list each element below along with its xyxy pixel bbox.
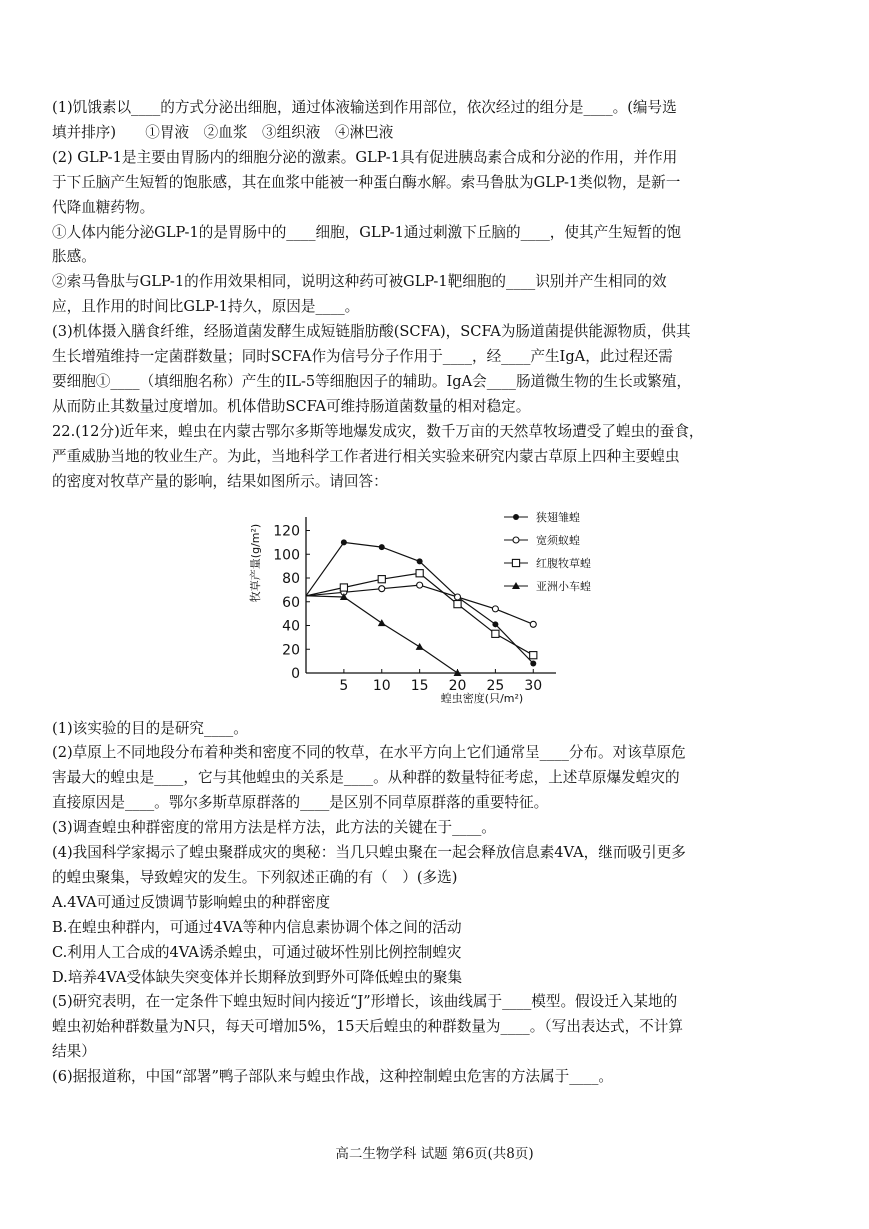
series-0-point-2 (379, 544, 385, 550)
plot-area (273, 517, 556, 694)
series-2-point-5 (492, 630, 499, 637)
y-axis-label: 牧草产量(g/m²) (249, 523, 262, 602)
q21-part2-line3: 代降血糖药物。 (52, 198, 155, 216)
q21-part3-line3: 要细胞①____（填细胞名称）产生的IL-5等细胞因子的辅助。IgA会____肠道微生物的生长或繁殖， (52, 372, 692, 390)
q22-sub5-line2: 蝗虫初始种群数量为N只，每天可增加5%，15天后蝗虫的种群数量为____。（写出表达式，不计算 (52, 1018, 683, 1036)
q22-sub6: (6)据报道称，中国“部署”鸭子部队来与蝗虫作战，这种控制蝗虫危害的方法属于____。 (52, 1068, 613, 1086)
q21-part3-line2: 生长增殖维持一定菌群数量；同时SCFA作为信号分子作用于____，经____产生IgA，此过程还需 (52, 348, 673, 366)
q21-part3-line4: 从而防止其数量过度增加。机体借助SCFA可维持肠道菌数量的相对稳定。 (52, 397, 531, 415)
q22-sub2-line2: 害最大的蝗虫是____，它与其他蝗虫的关系是____。从种群的数量特征考虑，上述草原爆发蝗灾的 (52, 769, 680, 787)
x-tick-label-5: 25 (486, 677, 505, 694)
option-a: A.4VA可通过反馈调节影响蝗虫的种群密度 (52, 893, 331, 911)
q22-sub3: (3)调查蝗虫种群密度的常用方法是样方法，此方法的关键在于____。 (52, 819, 496, 837)
x-tick-label-2: 10 (372, 677, 391, 694)
series-2-point-3 (416, 569, 423, 576)
q21-sub2-line2: 应，且作用的时间比GLP-1持久，原因是____。 (52, 298, 360, 316)
legend-label-1: 宽须蚁蝗 (536, 533, 580, 547)
q22-sub2-line3: 直接原因是____。鄂尔多斯草原群落的____是区别不同草原群落的重要特征。 (52, 794, 549, 812)
option-d: D.培养4VA受体缺失突变体并长期释放到野外可降低蝗虫的聚集 (52, 968, 463, 986)
q22-sub2-line1: (2)草原上不同地段分布着种类和密度不同的牧草，在水平方向上它们通常呈____分布。对该草原危 (52, 744, 686, 762)
q21-sub2-line1: ②索马鲁肽与GLP-1的作用效果相同，说明这种药可被GLP-1靶细胞的____识别并产生相同的效 (52, 273, 667, 291)
q22-sub4-line1: (4)我国科学家揭示了蝗虫聚群成灾的奥秘：当几只蝗虫聚在一起会释放信息素4VA，继而吸引更多 (52, 844, 686, 862)
density-yield-chart (52, 505, 812, 711)
y-tick-label-4: 80 (282, 570, 300, 587)
legend-marker-1 (513, 537, 519, 543)
q21-part2-line2: 于下丘脑产生短暂的饱胀感，其在血浆中能被一种蛋白酶水解。索马鲁肽为GLP-1类似物，是新一 (52, 173, 681, 191)
q21-sub1-line2: 胀感。 (52, 248, 96, 266)
x-tick-label-3: 15 (410, 677, 429, 694)
series-0-point-1 (341, 539, 347, 545)
q22-sub4-line2: 的蝗虫聚集，导致蝗灾的发生。下列叙述正确的有（ ）(多选) (52, 868, 458, 886)
y-tick-label-6: 120 (273, 523, 300, 539)
q21-part3-line1: (3)机体摄入膳食纤维，经肠道菌发酵生成短链脂肪酸(SCFA)，SCFA为肠道菌提供能源物质，供其 (52, 323, 691, 341)
x-tick-label-1: 5 (339, 677, 349, 694)
legend-label-2: 红腹牧草蝗 (536, 556, 591, 570)
series-line-3 (306, 595, 458, 672)
y-tick-label-2: 40 (282, 618, 300, 634)
series-1-point-6 (530, 621, 536, 627)
series-1-point-5 (492, 605, 498, 611)
x-tick-label-4: 20 (448, 677, 467, 694)
exam-page (52, 96, 812, 1090)
q21-part1-line2: 填并排序) ①胃液 ②血浆 ③组织液 ④淋巴液 (52, 123, 394, 141)
q22-sub1: (1)该实验的目的是研究____。 (52, 719, 248, 737)
legend-label-0: 狭翅雏蝗 (536, 510, 580, 524)
q21-part1-line1: (1)饥饿素以____的方式分泌出细胞，通过体液输送到作用部位，依次经过的组分是____。(编号选 (52, 99, 677, 116)
option-b: B.在蝗虫种群内，可通过4VA等种内信息素协调个体之间的活动 (52, 918, 462, 936)
y-tick-label-1: 20 (282, 641, 300, 658)
series-0-point-5 (492, 621, 498, 627)
series-0-point-6 (530, 660, 536, 666)
series-0-point-3 (417, 558, 423, 564)
series-1-point-4 (455, 594, 461, 600)
series-2-point-2 (378, 575, 385, 582)
q21-part2-line1: (2) GLP-1是主要由胃肠内的细胞分泌的激素。GLP-1具有促进胰岛素合成和分泌的作用，并作用 (52, 148, 678, 166)
legend-marker-0 (513, 514, 519, 520)
q22-intro-line1: 22.(12分)近年来，蝗虫在内蒙古鄂尔多斯等地爆发成灾，数千万亩的天然草牧场遭受了蝗虫的蚕食， (52, 422, 704, 440)
q21-sub1-line1: ①人体内能分泌GLP-1的是胃肠中的____细胞，GLP-1通过刺激下丘脑的____，使其产生短暂的饱 (52, 223, 682, 241)
legend-label-3: 亚洲小车蝗 (536, 579, 591, 593)
option-c: C.利用人工合成的4VA诱杀蝗虫，可通过破坏性别比例控制蝗灾 (52, 943, 462, 961)
series-1-point-3 (417, 582, 423, 588)
y-tick-label-5: 100 (273, 546, 300, 563)
q22-sub5-line1: (5)研究表明，在一定条件下蝗虫短时间内接近“J”形增长，该曲线属于____模型。假设迁入某地的 (52, 993, 678, 1011)
series-2-point-4 (454, 600, 461, 607)
chart-svg (248, 505, 628, 711)
y-tick-label-3: 60 (282, 594, 300, 611)
q22-intro-line3: 的密度对牧草产量的影响，结果如图所示。请回答： (52, 472, 388, 490)
x-axis-label: 蝗虫密度(只/m²) (440, 691, 524, 705)
legend-marker-2 (512, 559, 519, 566)
series-2-point-6 (530, 651, 537, 658)
q22-intro-line2: 严重威胁当地的牧业生产。为此，当地科学工作者进行相关实验来研究内蒙古草原上四种主要蝗虫 (52, 447, 680, 465)
y-tick-label-0: 0 (291, 665, 300, 682)
series-2-point-1 (340, 583, 347, 590)
series-3-point-2 (378, 619, 386, 626)
series-1-point-2 (379, 585, 385, 591)
x-tick-label-6: 30 (524, 677, 543, 694)
chart-legend (504, 510, 591, 593)
page-footer: 高二生物学科 试题 第6页(共8页) (335, 1146, 534, 1162)
series-3-point-3 (416, 642, 424, 649)
q22-sub5-line3: 结果） (52, 1043, 96, 1061)
